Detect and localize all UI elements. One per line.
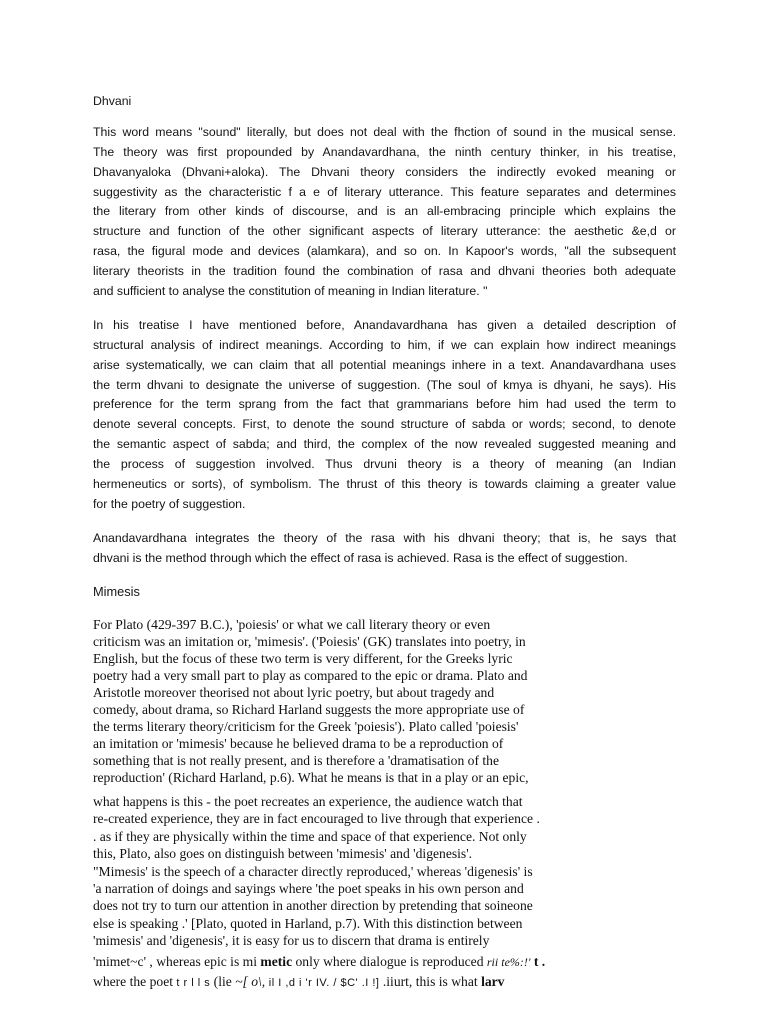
text-fragment: only where dialogue is reproduced (292, 954, 487, 969)
text-line: the semantic aspect of sabda; and third, the complex of the now revealed suggested meaning and (93, 437, 676, 452)
text-fragment: (lie (210, 974, 236, 989)
text-line: Aristotle moreover theorised not about lyric poetry, but about tragedy and (93, 685, 495, 700)
text-line: this, Plato, also goes on distinguish between 'mimesis' and 'digenesis'. (93, 846, 473, 862)
text-line: what happens is this - the poet recreates an experience, the audience watch that (93, 794, 523, 809)
text-line: preference for the term sprang from the fact that grammarians before him had used the term to (93, 397, 676, 412)
text-line (93, 953, 676, 971)
text-line: This word means "sound" literally, but does not deal with the fhction of sound in the musical sense. (93, 125, 676, 139)
paragraph-dhvani-1 (93, 123, 676, 302)
text-line: else is speaking .' [Plato, quoted in Harland, p.7). With this distinction between (93, 915, 523, 931)
text-line: arise systematically, we can claim that all potential meanings inhere in a text. Anandavardhana uses (93, 357, 676, 372)
text-line: criticism was an imitation or, 'mimesis'. ('Poiesis' (GK) translates into poetry, in (93, 634, 526, 649)
paragraph-dhvani-2 (93, 316, 676, 514)
text-line: For Plato (429-397 B.C.), 'poiesis' or what we call literary theory or even (93, 617, 491, 632)
paragraph-mimesis-1 (93, 616, 676, 786)
text-line-garbled-1 (93, 953, 676, 971)
text-line-garbled-2 (93, 973, 676, 991)
text-line: dhvani is the method through which the effect of rasa is achieved. Rasa is the effect of suggestion. (93, 550, 628, 565)
text-fragment-bold: larv (481, 974, 505, 989)
text-line: structural analysis of indirect meanings. According to him, if we can explain how indirect meanings (93, 337, 676, 352)
text-line: Dhavanyaloka (Dhvani+aloka). The Dhvani theory considers the indirectly evoked meaning or (93, 164, 676, 179)
text-line: the process of suggestion involved. Thus drvuni theory is a theory of meaning (an Indian (93, 456, 676, 471)
text-line (93, 973, 676, 991)
text-line: literary theorists in the tradition found the combination of rasa and dhvani theories both adequate (93, 263, 676, 278)
text-line: hermeneutics or sorts), of symbolism. The thrust of this theory is towards claiming a greater value (93, 476, 676, 491)
section-heading-dhvani: Dhvani (93, 94, 132, 108)
text-fragment: where the poet (93, 974, 177, 989)
text-line: Anandavardhana integrates the theory of the rasa with his dhvani theory; that is, he says that (93, 531, 676, 545)
text-line: the terms literary theory/criticism for the Greek 'poiesis'). Plato called 'poiesis' (93, 719, 519, 734)
text-line: re-created experience, they are in fact encouraged to live through that experience . (93, 811, 540, 827)
text-line: rasa, the figural mode and devices (alamkara), and so on. In Kapoor's words, "all the subsequent (93, 244, 676, 259)
text-line: something that is not really present, and is therefore a 'dramatisation of the (93, 753, 499, 768)
text-fragment-italic: rii te%:!' (486, 955, 531, 969)
section-heading-mimesis: Mimesis (93, 584, 140, 599)
text-fragment-small: t r l l s (176, 977, 211, 989)
text-line: the term dhvani to designate the universe of suggestion. (The soul of kmya is dhyani, he says). His (93, 377, 676, 392)
text-line: reproduction' (Richard Harland, p.6). What he means is that in a play or an epic, (93, 770, 529, 785)
text-line: In his treatise I have mentioned before, Anandavardhana has given a detailed description of (93, 318, 676, 332)
text-line: "Mimesis' is the speech of a character directly reproduced,' whereas 'digenesis' is (93, 863, 533, 879)
text-line: . as if they are physically within the time and space of that experience. Not only (93, 828, 527, 844)
text-line: the literary from other kinds of discourse, and is an all-embracing principle which explains the (93, 204, 676, 219)
text-line: 'mimesis' and 'digenesis', it is easy for us to discern that drama is entirely (93, 933, 490, 949)
text-line: for the poetry of suggestion. (93, 496, 246, 511)
text-line: suggestivity as the characteristic f a e of literary utterance. This feature separates and determines (93, 184, 676, 199)
text-line: English, but the focus of these two term is very different, for the Greeks lyric (93, 651, 513, 666)
text-fragment: .iiurt, this is what (379, 974, 482, 989)
text-fragment-small: il I ,d i 'r IV. / $C' .I !] (265, 977, 380, 989)
text-line: 'a narration of doings and sayings where 'the poet speaks in his own person and (93, 880, 524, 896)
text-fragment-bold: metic (260, 954, 293, 969)
paragraph-dhvani-3 (93, 529, 676, 569)
text-line: structure and function of the other significant aspects of literary utterance: the aesthetic &e,d or (93, 224, 676, 239)
text-fragment-italic: ~[ o\, (235, 974, 266, 989)
text-line: poetry had a very small part to play as compared to the epic or drama. Plato and (93, 668, 528, 683)
text-fragment-bold: t . (530, 954, 546, 969)
text-fragment: 'mimet~c' , whereas epic is mi (93, 954, 261, 969)
text-line: The theory was first propounded by Anandavardhana, the ninth century thinker, in his treatise, (93, 144, 676, 159)
text-line: an imitation or 'mimesis' because he believed drama to be a reproduction of (93, 736, 504, 751)
text-line: comedy, about drama, so Richard Harland suggests the more appropriate use of (93, 702, 525, 717)
text-line: does not try to turn our attention in another direction by pretending that soineone (93, 898, 533, 914)
text-line: and sufficient to analyse the constitution of meaning in Indian literature. " (93, 283, 488, 298)
text-line: denote several concepts. First, to denote the sound structure of sabda or words; second, to denote (93, 417, 676, 432)
paragraph-mimesis-2 (93, 793, 676, 950)
